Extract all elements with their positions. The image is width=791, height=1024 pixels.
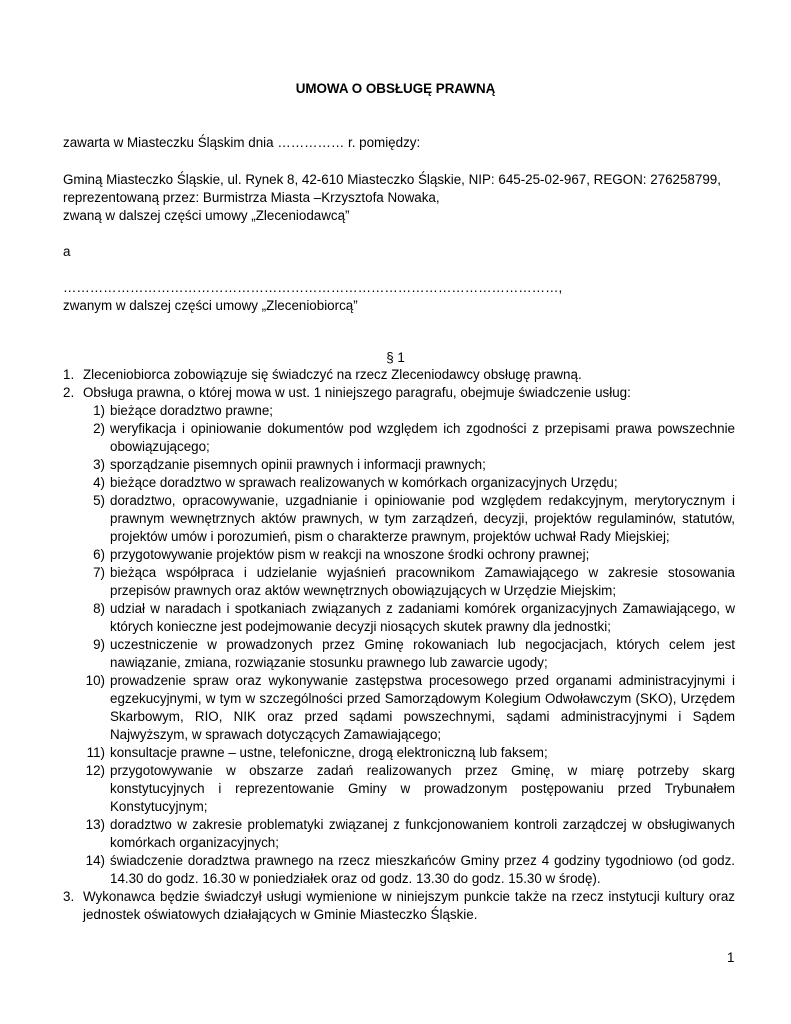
sub-item-text: przygotowywanie projektów pism w reakcji na wnoszone środki ochrony prawnej; [110,547,590,562]
sub-item-number: 8) [93,601,105,616]
party1-line2: reprezentowaną przez: Burmistrza Miasta –Krzysztofa Nowaka, [63,190,440,205]
sub-list-item [83,816,735,852]
sub-list-item [83,420,735,456]
intro-line: zawarta w Miasteczku Śląskim dnia …………… r. pomiędzy: [63,135,421,150]
sub-item-number: 13) [85,817,105,832]
sub-item-text: bieżące doradztwo w sprawach realizowanych w komórkach organizacyjnych Urzędu; [110,475,618,490]
document-title: UMOWA O OBSŁUGĘ PRAWNĄ [295,81,496,96]
list-item [63,384,735,888]
sub-list-item [83,852,735,888]
sub-item-number: 11) [86,745,105,760]
main-list [63,366,735,924]
sub-item-number: 14) [85,853,105,868]
sub-item-text: weryfikacja i opiniowanie dokumentów pod względem ich zgodności z przepisami prawa powszechnie obowiązującego; [110,421,735,454]
and-connector: a [63,244,71,259]
party2-block [63,279,735,315]
list-item [63,366,735,384]
sub-item-text: doradztwo w zakresie problematyki związanej z funkcjonowaniem kontroli zarządczej w obsługiwanych komórkach organizacyjnych; [110,817,735,850]
list-item [63,888,735,924]
sub-list-item [83,546,735,564]
page-number: 1 [727,950,735,965]
sub-item-number: 1) [93,403,105,418]
item-text: Zleceniobiorca zobowiązuje się świadczyć na rzecz Zleceniodawcy obsługę prawną. [83,367,582,382]
sub-list-item [83,456,735,474]
sub-item-text: doradztwo, opracowywanie, uzgadnianie i opiniowanie pod względem redakcyjnym, merytorycznym i prawnym wewnętrznych aktów prawnych, w tym zarządzeń, decyzji, projektów regulaminów, statutów, projektów umów i porozumień, pism o charakterze prawnym, projektów uchwał Rady Miejskiej; [110,493,735,544]
sub-item-text: bieżące doradztwo prawne; [110,403,274,418]
sub-list-item [83,402,735,420]
sub-item-number: 12) [85,763,105,778]
sub-list-item [83,492,735,546]
party2-dots: …………………………………………………………………………………………………, [63,280,563,295]
sub-list-item [83,564,735,600]
sub-item-number: 6) [93,547,105,562]
sub-list-item [83,474,735,492]
sub-list [83,402,735,888]
item-number: 2. [63,385,75,400]
sub-item-text: uczestniczenie w prowadzonych przez Gminę rokowaniach lub negocjacjach, których celem jest nawiązanie, zmiana, rozwiązanie stosunku prawnego lub zawarcie ugody; [110,637,735,670]
sub-item-number: 10) [85,673,105,688]
item-text: Obsługa prawna, o której mowa w ust. 1 niniejszego paragrafu, obejmuje świadczenie usług: [83,385,631,400]
sub-list-item [83,672,735,744]
sub-item-text: konsultacje prawne – ustne, telefoniczne, drogą elektroniczną lub faksem; [110,745,548,760]
sub-item-text: udział w naradach i spotkaniach związanych z zadaniami komórek organizacyjnych Zamawiającego, w których konieczne jest podejmowanie decyzji niosących skutek prawny dla jednostki; [110,601,735,634]
sub-item-text: sporządzanie pisemnych opinii prawnych i informacji prawnych; [110,457,486,472]
sub-list-item [83,636,735,672]
item-number: 3. [63,889,75,904]
party1-line1: Gminą Miasteczko Śląskie, ul. Rynek 8, 42-610 Miasteczko Śląskie, NIP: 645-25-02-967, REGON: 276258799, [63,172,721,187]
sub-item-number: 4) [93,475,105,490]
party2-line: zwanym w dalszej części umowy „Zleceniobiorcą” [63,298,358,313]
sub-item-number: 5) [93,493,105,508]
sub-item-number: 9) [93,637,105,652]
sub-list-item [83,744,735,762]
sub-item-number: 2) [93,421,105,436]
sub-list-item [83,600,735,636]
sub-item-text: świadczenie doradztwa prawnego na rzecz mieszkańców Gminy przez 4 godziny tygodniowo (od godz. 14.30 do godz. 16.30 w poniedziałek oraz od godz. 13.30 do godz. 15.30 w środę). [110,853,735,886]
party1-line3: zwaną w dalszej części umowy „Zleceniodawcą” [63,208,350,223]
sub-item-text: prowadzenie spraw oraz wykonywanie zastępstwa procesowego przed organami administracyjnymi i egzekucyjnymi, w tym w szczególności przed Samorządowym Kolegium Odwoławczym (SKO), Urzędem Skarbowym, RIO, NIK oraz przed sądami powszechnymi, sądami administracyjnymi i Sądem Najwyższym, w sprawach dotyczących Zamawiającego; [110,673,735,742]
sub-item-text: przygotowywanie w obszarze zadań realizowanych przez Gminę, w miarę potrzeby skarg konstytucyjnych i reprezentowanie Gminy w prowadzonym postępowaniu przed Trybunałem Konstytucyjnym; [110,763,735,814]
section-heading: § 1 [386,350,405,365]
item-number: 1. [63,367,75,382]
sub-list-item [83,762,735,816]
sub-item-text: bieżąca współpraca i udzielanie wyjaśnień pracownikom Zamawiającego w zakresie stosowania przepisów prawnych oraz aktów wewnętrznych obowiązujących w Urzędzie Miejskim; [110,565,735,598]
sub-item-number: 7) [93,565,105,580]
party1-block [63,171,735,225]
sub-item-number: 3) [93,457,105,472]
item-text: Wykonawca będzie świadczył usługi wymienione w niniejszym punkcie także na rzecz instytucji kultury oraz jednostek oświatowych działających w Gminie Miasteczko Śląskie. [83,889,735,922]
